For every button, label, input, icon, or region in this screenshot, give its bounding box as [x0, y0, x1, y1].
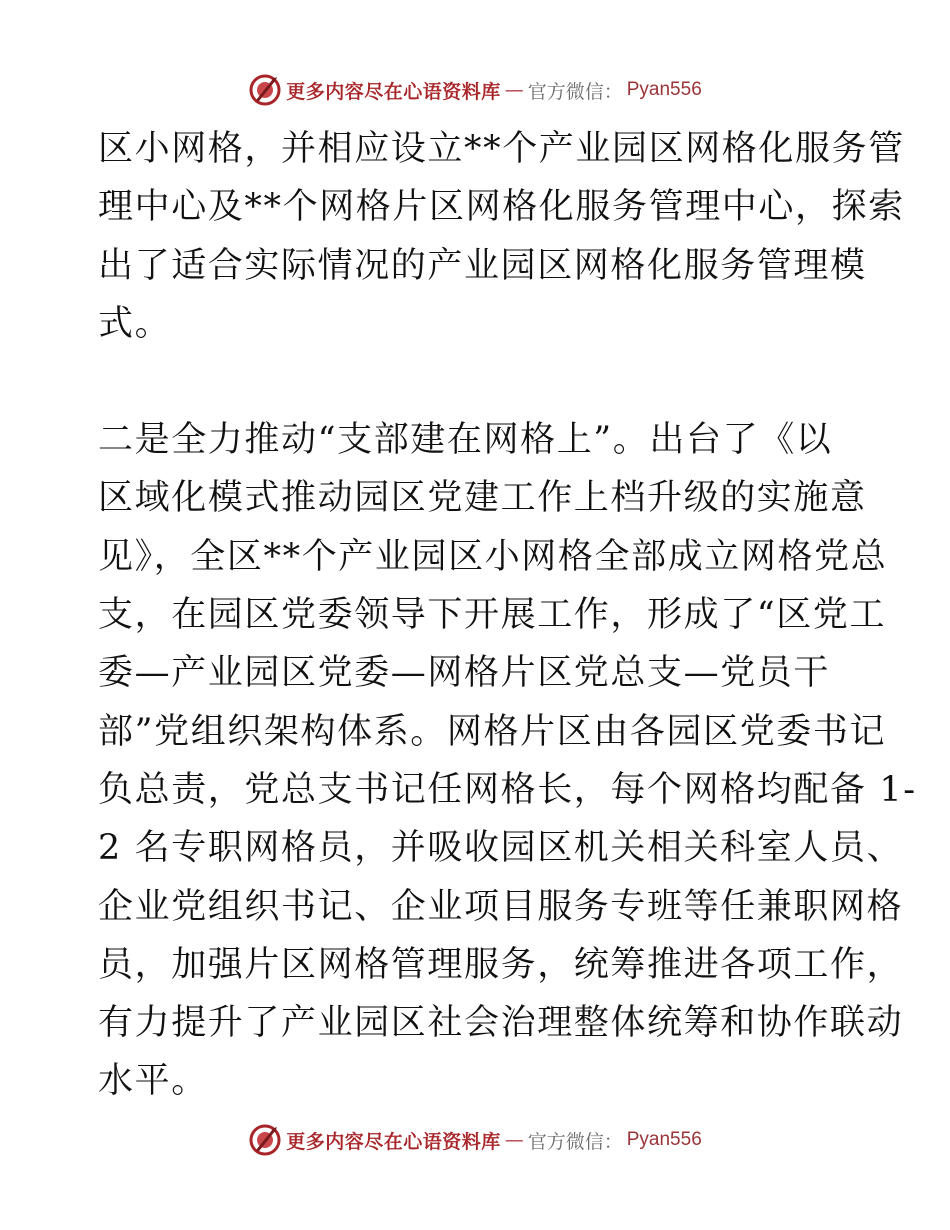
text-line: 有力提升了产业园区社会治理整体统筹和协作联动	[98, 1003, 904, 1044]
text-line: 理中心及**个网格片区网格化服务管理中心，探索	[98, 187, 905, 228]
footer-brand-text: 更多内容尽在心语资料库	[286, 1130, 501, 1153]
paragraph-spacer	[98, 353, 850, 411]
paragraph-2	[98, 411, 917, 1111]
text-line: 委—产业园区党委—网格片区党总支—党员干	[98, 653, 831, 694]
text-line: 员，加强片区网格管理服务，统筹推进各项工作，	[98, 944, 904, 985]
text-line: 负总责，党总支书记任网格长，每个网格均配备 1-	[98, 769, 917, 810]
paragraph-1	[98, 120, 905, 353]
footer-banner	[0, 1120, 950, 1160]
text-line: 出了适合实际情况的产业园区网格化服务管理模	[98, 245, 867, 286]
text-line: 支，在园区党委领导下开展工作，形成了“区党工	[98, 595, 887, 636]
text-line: 式。	[98, 303, 172, 344]
brand-logo-icon	[248, 73, 282, 107]
footer-contact-id: Pyan556	[626, 1129, 702, 1150]
footer-separator: —	[504, 1129, 524, 1151]
text-line: 2 名专职网格员，并吸收园区机关相关科室人员、	[98, 828, 904, 869]
text-line: 水平。	[98, 1061, 208, 1102]
header-contact-id: Pyan556	[626, 79, 702, 100]
brand-logo-icon	[248, 1123, 282, 1157]
text-line: 部”党组织架构体系。网格片区由各园区党委书记	[98, 711, 887, 752]
header-banner	[0, 70, 950, 110]
text-line: 区小网格，并相应设立**个产业园区网格化服务管	[98, 129, 905, 169]
header-separator: —	[504, 79, 524, 101]
text-line: 区域化模式推动园区党建工作上档升级的实施意	[98, 478, 867, 519]
text-line: 二是全力推动“支部建在网格上”。出台了《以	[98, 420, 833, 461]
text-line: 见》，全区**个产业园区小网格全部成立网格党总	[98, 536, 888, 577]
header-brand-text: 更多内容尽在心语资料库	[286, 80, 501, 103]
footer-contact-label: 官方微信：	[527, 1130, 623, 1153]
document-body	[98, 120, 917, 1111]
header-contact-label: 官方微信：	[527, 80, 623, 103]
text-line: 企业党组织书记、企业项目服务专班等任兼职网格	[98, 886, 904, 927]
